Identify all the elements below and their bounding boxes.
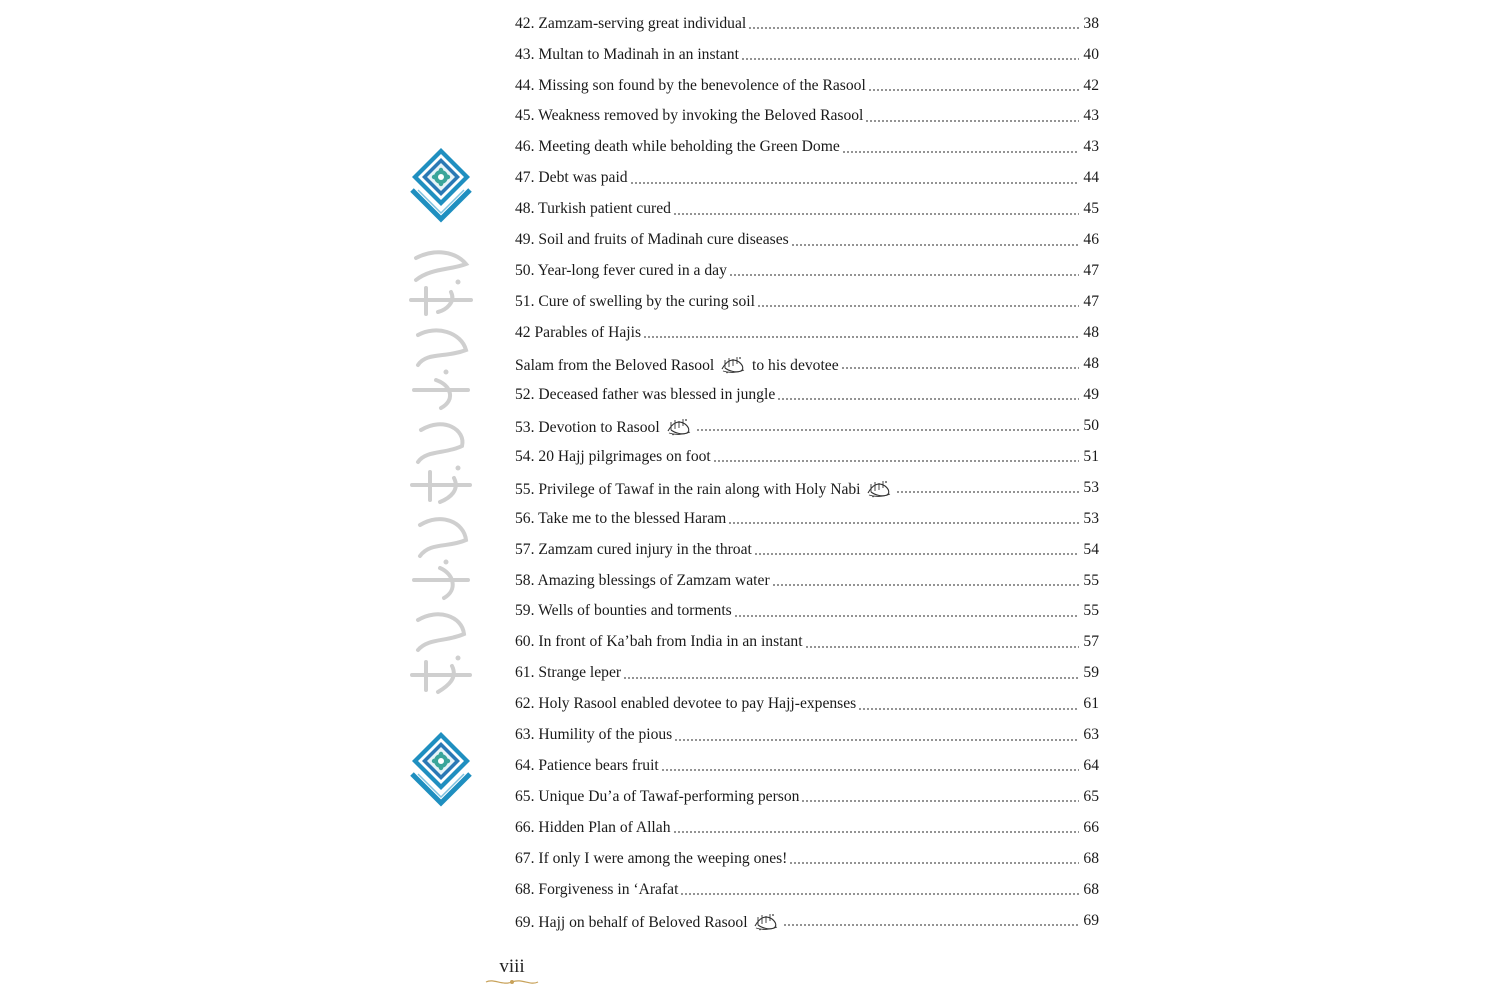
toc-entry-title [515, 882, 678, 898]
toc-entry-text: 49. Soil and fruits of Madinah cure diseases [515, 231, 789, 249]
ornament-top-icon [410, 146, 472, 226]
toc-entry-title [515, 170, 628, 186]
toc-entry-page: 55 [1083, 571, 1099, 589]
dot-leader [868, 89, 1079, 91]
toc-entry [515, 163, 1099, 194]
toc-entry-page: 40 [1083, 45, 1099, 63]
dot-leader [741, 58, 1079, 60]
toc-entry-text: 66. Hidden Plan of Allah [515, 819, 671, 837]
toc-entry-text: 58. Amazing blessings of Zamzam water [515, 571, 770, 589]
dot-leader [858, 708, 1079, 710]
toc-entry-title [515, 47, 739, 63]
dot-leader [791, 244, 1079, 246]
toc-entry [515, 132, 1099, 163]
toc-entry [515, 565, 1099, 596]
toc-entry-page: 47 [1083, 262, 1099, 280]
toc-entry-title [515, 387, 775, 403]
toc-entry-page: 63 [1083, 726, 1099, 744]
toc-entry-text: 45. Weakness removed by invoking the Beloved Rasool [515, 107, 864, 125]
toc-entry [515, 627, 1099, 658]
toc-entry-title [515, 139, 840, 155]
toc-entry [515, 379, 1099, 410]
toc-entry-page: 45 [1083, 200, 1099, 218]
toc-entry-title [515, 634, 803, 650]
dot-leader [777, 398, 1079, 400]
toc-entry-title [515, 78, 866, 94]
toc-entry [515, 503, 1099, 534]
toc-entry [515, 658, 1099, 689]
toc-entry-title [515, 263, 727, 279]
toc-entry-text: 56. Take me to the blessed Haram [515, 509, 727, 527]
toc-entry-text: 48. Turkish patient cured [515, 200, 671, 218]
toc-entry-text: 62. Holy Rasool enabled devotee to pay Hajj-expenses [515, 695, 857, 713]
toc-entry-page: 38 [1083, 14, 1099, 32]
dot-leader [673, 831, 1080, 833]
toc-entry-text: 69. Hajj on behalf of Beloved Rasool [515, 913, 748, 931]
toc-entry-text: 57. Zamzam cured injury in the throat [515, 540, 752, 558]
dot-leader [643, 336, 1079, 338]
dot-leader [841, 367, 1079, 369]
toc-entry-page: 44 [1083, 169, 1099, 187]
toc-entry-page: 64 [1083, 757, 1099, 775]
dot-leader [661, 769, 1079, 771]
dot-leader [805, 646, 1079, 648]
toc-entry-title [515, 758, 659, 774]
toc-entry [515, 689, 1099, 720]
toc-entry-text: 63. Humility of the pious [515, 726, 673, 744]
toc-entry-page: 65 [1083, 788, 1099, 806]
toc-entry-page: 61 [1083, 695, 1099, 713]
toc-entry-title [515, 727, 672, 743]
toc-entry [515, 720, 1099, 751]
dot-leader [713, 460, 1079, 462]
toc-entry-page: 50 [1083, 416, 1099, 434]
toc-entry [515, 596, 1099, 627]
toc-entry [515, 194, 1099, 225]
toc-entry-text: 42. Zamzam-serving great individual [515, 14, 747, 32]
toc-entry-page: 48 [1083, 324, 1099, 342]
toc-entry [515, 39, 1099, 70]
toc-entry [515, 843, 1099, 874]
honorific-icon [752, 911, 780, 931]
toc-entry [515, 534, 1099, 565]
toc-entry-page: 54 [1083, 540, 1099, 558]
dot-leader [728, 522, 1079, 524]
toc-entry-title [515, 416, 694, 436]
table-of-contents [515, 8, 1099, 936]
dot-leader [842, 151, 1079, 153]
toc-entry [515, 905, 1099, 936]
toc-entry-page: 49 [1083, 385, 1099, 403]
toc-entry-page: 48 [1083, 354, 1099, 372]
dot-leader [757, 305, 1079, 307]
toc-entry-text: Salam from the Beloved Rasool [515, 356, 715, 374]
toc-entry-title [515, 603, 732, 619]
toc-entry [515, 348, 1099, 379]
toc-entry [515, 286, 1099, 317]
toc-entry-page: 53 [1083, 478, 1099, 496]
flourish-icon [484, 977, 540, 987]
toc-entry-text: 55. Privilege of Tawaf in the rain along with Holy Nabi [515, 480, 861, 498]
toc-entry-title [515, 16, 746, 32]
toc-entry-title [515, 354, 839, 374]
toc-entry-text: 46. Meeting death while beholding the Green Dome [515, 138, 840, 156]
ornament-bottom-icon [410, 730, 472, 810]
toc-entry-title [515, 108, 863, 124]
toc-entry-title [515, 573, 770, 589]
dot-leader [630, 182, 1079, 184]
toc-entry-page: 46 [1083, 231, 1099, 249]
toc-entry [515, 751, 1099, 782]
toc-entry-page: 68 [1083, 849, 1099, 867]
toc-entry-title [515, 511, 726, 527]
toc-entry [515, 8, 1099, 39]
toc-entry-title [515, 820, 671, 836]
dot-leader [623, 677, 1079, 679]
toc-entry-page: 42 [1083, 76, 1099, 94]
honorific-icon [865, 478, 893, 498]
dot-leader [748, 27, 1079, 29]
toc-entry-page: 43 [1083, 107, 1099, 125]
toc-entry-text: 67. If only I were among the weeping ones! [515, 849, 788, 867]
toc-entry [515, 317, 1099, 348]
toc-entry-text: 60. In front of Ka’bah from India in an instant [515, 633, 803, 651]
toc-entry-text: 50. Year-long fever cured in a day [515, 262, 727, 280]
dot-leader [680, 893, 1079, 895]
dot-leader [783, 924, 1079, 926]
toc-entry [515, 410, 1099, 441]
toc-entry-title [515, 201, 671, 217]
toc-entry [515, 874, 1099, 905]
dot-leader [734, 615, 1079, 617]
toc-entry [515, 101, 1099, 132]
dot-leader [673, 213, 1079, 215]
toc-entry-text: 68. Forgiveness in ‘Arafat [515, 880, 679, 898]
toc-entry-page: 69 [1083, 911, 1099, 929]
dot-leader [789, 862, 1079, 864]
dot-leader [674, 739, 1079, 741]
calligraphy-icon [396, 240, 486, 710]
dot-leader [896, 491, 1079, 493]
toc-entry-title [515, 325, 641, 341]
honorific-icon [719, 354, 747, 374]
page-number: viii [499, 956, 525, 977]
toc-entry [515, 472, 1099, 503]
toc-entry-text: 51. Cure of swelling by the curing soil [515, 293, 755, 311]
dot-leader [696, 429, 1079, 431]
toc-entry-title [515, 911, 781, 931]
toc-entry [515, 781, 1099, 812]
dot-leader [801, 800, 1079, 802]
toc-entry-text: 59. Wells of bounties and torments [515, 602, 732, 620]
toc-entry-text: 65. Unique Du’a of Tawaf-performing person [515, 788, 800, 806]
toc-entry-title [515, 789, 799, 805]
toc-entry-text: 61. Strange leper [515, 664, 622, 682]
toc-entry [515, 225, 1099, 256]
toc-entry-page: 66 [1083, 819, 1099, 837]
toc-entry-title [515, 232, 789, 248]
toc-entry-title [515, 665, 621, 681]
toc-entry-title [515, 851, 787, 867]
toc-entry-text-after: to his devotee [752, 356, 839, 374]
dot-leader [865, 120, 1079, 122]
toc-entry-title [515, 478, 894, 498]
toc-entry-text: 53. Devotion to Rasool [515, 418, 660, 436]
toc-entry-text: 52. Deceased father was blessed in jungle [515, 385, 776, 403]
toc-entry [515, 70, 1099, 101]
toc-entry [515, 812, 1099, 843]
dot-leader [754, 553, 1079, 555]
toc-entry-text: 43. Multan to Madinah in an instant [515, 45, 739, 63]
toc-entry-page: 51 [1083, 447, 1099, 465]
honorific-icon [665, 416, 693, 436]
toc-entry-page: 68 [1083, 880, 1099, 898]
toc-entry-text: 54. 20 Hajj pilgrimages on foot [515, 447, 711, 465]
toc-entry-title [515, 696, 856, 712]
toc-entry-page: 53 [1083, 509, 1099, 527]
toc-entry-title [515, 449, 711, 465]
toc-entry-title [515, 542, 752, 558]
toc-entry-page: 57 [1083, 633, 1099, 651]
toc-entry-text: 42 Parables of Hajis [515, 324, 642, 342]
toc-entry-text: 44. Missing son found by the benevolence of the Rasool [515, 76, 866, 94]
toc-entry-page: 43 [1083, 138, 1099, 156]
toc-entry-text: 47. Debt was paid [515, 169, 628, 187]
toc-entry-page: 55 [1083, 602, 1099, 620]
toc-entry-page: 59 [1083, 664, 1099, 682]
dot-leader [772, 584, 1079, 586]
toc-entry [515, 441, 1099, 472]
toc-entry [515, 256, 1099, 287]
dot-leader [729, 274, 1079, 276]
toc-entry-text: 64. Patience bears fruit [515, 757, 659, 775]
toc-entry-page: 47 [1083, 293, 1099, 311]
toc-entry-title [515, 294, 755, 310]
